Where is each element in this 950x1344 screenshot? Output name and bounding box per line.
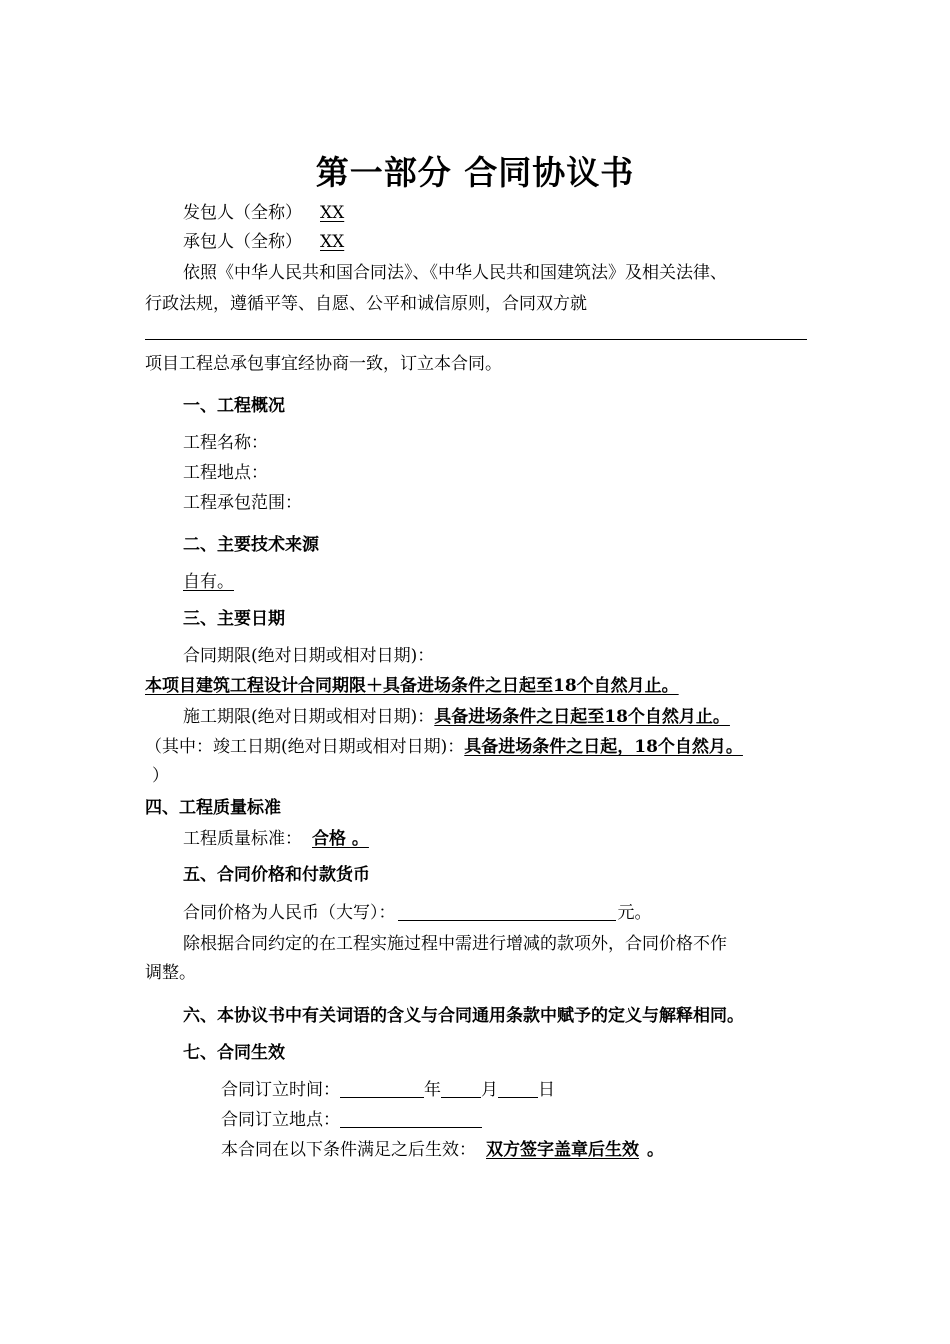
contractor-label: 承包人（全称） <box>183 232 302 252</box>
section-6-heading: 六、本协议书中有关词语的含义与合同通用条款中赋予的定义与解释相同。 <box>183 1006 744 1026</box>
day-blank <box>498 1079 538 1098</box>
effective-condition-line <box>221 1138 664 1162</box>
project-name-blank <box>145 339 807 340</box>
month-label: 月 <box>481 1080 498 1100</box>
tech-source-value: 自有。 <box>183 572 234 592</box>
price-line <box>183 901 652 925</box>
completion-date-value: 具备进场条件之日起，18个自然月。 <box>464 737 743 757</box>
employer-label: 发包人（全称） <box>183 203 302 223</box>
section-7-heading: 七、合同生效 <box>183 1043 285 1063</box>
contract-term-label: 合同期限(绝对日期或相对日期)： <box>183 646 435 666</box>
section-3-heading: 三、主要日期 <box>183 609 285 629</box>
completion-date-line <box>145 735 755 759</box>
price-note-line-1: 除根据合同约定的在工程实施过程中需进行增减的款项外，合同价格不作 <box>183 934 727 954</box>
tech-source-line <box>183 570 236 594</box>
employer-line <box>183 201 372 225</box>
effective-condition-value: 双方签字盖章后生效 <box>486 1140 639 1160</box>
project-scope-label: 工程承包范围： <box>183 493 302 513</box>
section-1-heading: 一、工程概况 <box>183 396 285 416</box>
construction-term-value: 具备进场条件之日起至18个自然月止。 <box>434 707 730 727</box>
construction-term-label: 施工期限(绝对日期或相对日期)： <box>183 707 435 727</box>
signing-place-blank <box>340 1109 482 1128</box>
project-name-label: 工程名称： <box>183 433 268 453</box>
year-label: 年 <box>424 1080 441 1100</box>
section-4-heading: 四、工程质量标准 <box>145 798 281 818</box>
contractor-value: XX <box>320 232 345 252</box>
quality-standard-line <box>183 827 375 851</box>
contract-term-line <box>145 674 691 698</box>
signing-place-line <box>221 1108 482 1132</box>
completion-date-label: （其中：竣工日期(绝对日期或相对日期)： <box>145 737 465 757</box>
quality-standard-label: 工程质量标准： <box>183 829 302 849</box>
construction-term-line <box>183 705 744 729</box>
intro-line-2: 行政法规，遵循平等、自愿、公平和诚信原则，合同双方就 <box>145 294 587 314</box>
quality-standard-value: 合格 。 <box>312 829 369 849</box>
price-blank <box>398 902 616 921</box>
page-title: 第一部分 合同协议书 <box>315 153 635 192</box>
contract-term-value: 本项目建筑工程设计合同期限＋具备进场条件之日起至18个自然月止。 <box>145 676 679 696</box>
project-location-label: 工程地点： <box>183 463 268 483</box>
completion-close-paren: ） <box>152 766 169 786</box>
effective-condition-label: 本合同在以下条件满足之后生效： <box>221 1140 476 1160</box>
effective-condition-end: 。 <box>647 1140 664 1160</box>
intro-line-3: 项目工程总承包事宜经协商一致，订立本合同。 <box>145 354 502 374</box>
section-5-heading: 五、合同价格和付款货币 <box>183 865 370 885</box>
price-label: 合同价格为人民币（大写）： <box>183 903 396 923</box>
price-unit: 元。 <box>617 903 652 923</box>
signing-place-label: 合同订立地点： <box>221 1110 340 1130</box>
day-label: 日 <box>538 1080 555 1100</box>
contractor-line <box>183 230 401 254</box>
intro-line-1: 依照《中华人民共和国合同法》、《中华人民共和国建筑法》及相关法律、 <box>183 263 727 283</box>
employer-value: XX <box>320 203 345 223</box>
signing-time-label: 合同订立时间： <box>221 1080 340 1100</box>
month-blank <box>441 1079 481 1098</box>
price-note-line-2: 调整。 <box>145 963 196 983</box>
signing-time-line <box>221 1078 555 1102</box>
section-2-heading: 二、主要技术来源 <box>183 535 319 555</box>
year-blank <box>340 1079 424 1098</box>
